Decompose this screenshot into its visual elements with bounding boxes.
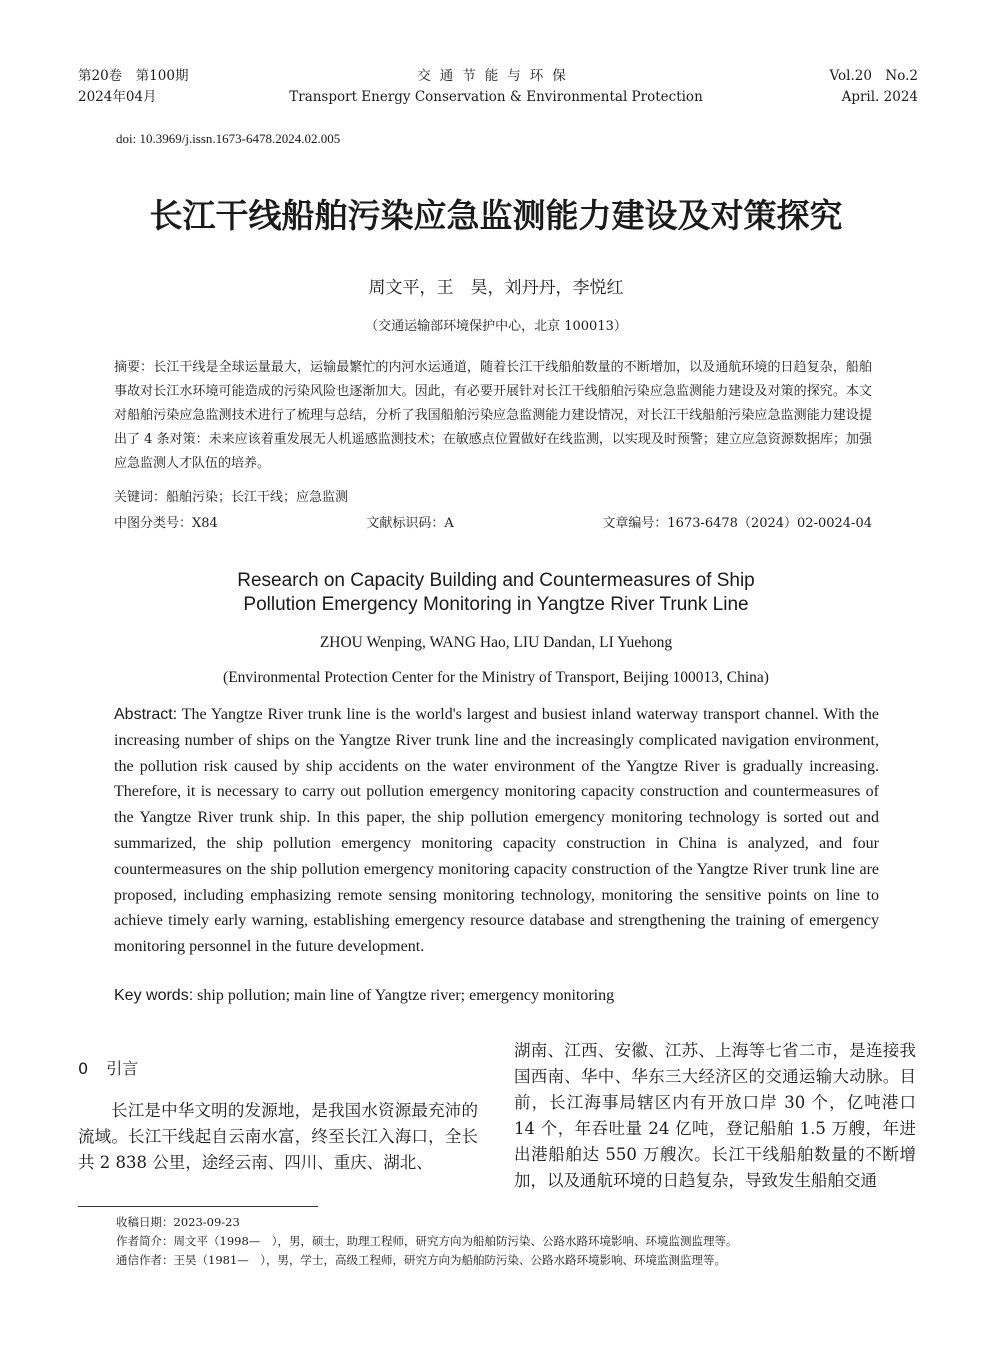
keywords-en-label: Key words: — [114, 987, 194, 1004]
keywords-cn-text: 船舶污染；长江干线；应急监测 — [166, 490, 349, 505]
keywords-cn — [114, 486, 348, 505]
header-month-line: April. 2024 — [841, 89, 918, 105]
authors-en: ZHOU Wenping, WANG Hao, LIU Dandan, LI Yuehong — [319, 634, 673, 651]
abstract-en — [114, 702, 879, 960]
footnote-author-bio: 作者简介：周文平（1998— ），男，硕士，助理工程师，研究方向为船舶防污染、公路水路环境影响、环境监测监理等。 — [116, 1234, 738, 1248]
clc-number: 中图分类号：X84 — [114, 516, 218, 531]
journal-name-cn: 交通节能与环保 — [417, 68, 575, 84]
section-title: 引言 — [106, 1059, 139, 1078]
authors-cn: 周文平，王 昊，刘丹丹，李悦红 — [368, 278, 624, 298]
section-number: 0 — [78, 1059, 89, 1078]
header-vol-no — [829, 66, 918, 108]
abstract-cn-text: 长江干线是全球运量最大，运输最繁忙的内河水运通道，随着长江干线船舶数量的不断增加，以及通航环境的日趋复杂，船舶事故对长江水环境可能造成的污染风险也逐渐加大。因此，有必要开展针对长江干线船舶污染应急监测能力建设及对策的探究。本文对船舶污染应急监测技术进行了梳理与总结，分析了我国船舶污染应急监测能力建设情况，对长江干线船舶污染应急监测能力建设提出了 4 条对策：未来应该着重发展无人机遥感监测技术；在敏感点位置做好在线监测，以实现及时预警；建立应急资源数据库；加强应急监测人才队伍的培养。 — [114, 360, 872, 471]
affiliation-en: (Environmental Protection Center for the Ministry of Transport, Beijing 100013, China) — [223, 669, 769, 686]
header-vol-line: Vol.20 No.2 — [829, 68, 918, 84]
body-column-left — [78, 1056, 478, 1176]
section-heading — [78, 1056, 478, 1082]
abstract-en-text: The Yangtze River trunk line is the world's largest and busiest inland waterway transport channel. With the increasing number of ships on the Yangtze River trunk line and the increasingly complicated navigation environment, the pollution risk caused by ship accidents on the water environment of the Yangtze River is gradually increasing. Therefore, it is necessary to carry out pollution emergency monitoring capacity construction and countermeasures of the Yangtze River trunk ship. In this paper, the ship pollution emergency monitoring technology is sorted out and summarized, the ship pollution emergency monitoring capacity construction in China is analyzed, and four countermeasures on the ship pollution emergency monitoring capacity construction of the Yangtze River trunk line are proposed, including emphasizing remote sensing monitoring technology, monitoring the sensitive points on line to achieve timely early warning, establishing emergency resource database and strengthening the training of emergency monitoring personnel in the future development. — [114, 706, 879, 956]
header-volume-line: 第20卷 第100期 — [78, 68, 189, 84]
affiliation-cn: （交通运输部环境保护中心，北京 100013） — [365, 319, 627, 334]
paper-title-en — [0, 569, 992, 617]
footnote-received: 收稿日期：2023-09-23 — [116, 1215, 240, 1229]
keywords-en-text: ship pollution; main line of Yangtze river; emergency monitoring — [193, 987, 615, 1004]
footnotes — [116, 1213, 738, 1270]
footnote-corresponding: 通信作者：王昊（1981— ），男，学士，高级工程师，研究方向为船舶防污染、公路水路环境影响、环境监测监理等。 — [116, 1253, 727, 1267]
document-code: 文献标识码：A — [366, 516, 454, 531]
abstract-cn — [114, 356, 872, 476]
title-en-line2: Pollution Emergency Monitoring in Yangtze River Trunk Line — [243, 594, 749, 615]
body-column-right — [514, 1038, 916, 1194]
body-paragraph-right: 湖南、江西、安徽、江苏、上海等七省二市，是连接我国西南、华中、华东三大经济区的交通运输大动脉。目前，长江海事局辖区内有开放口岸 30 个，亿吨港口 14 个，年吞吐量 24 亿吨，登记船舶 1.5 万艘，年进出港船舶达 550 万艘次。长江干线船舶数量的不断增加，以及通航环境的日趋复杂，导致发生船舶交通 — [514, 1041, 916, 1190]
abstract-en-label: Abstract: — [114, 706, 178, 723]
keywords-cn-label: 关键词： — [114, 490, 167, 505]
body-paragraph-left: 长江是中华文明的发源地，是我国水资源最充沛的流域。长江干线起自云南水富，终至长江入海口，全长共 2 838 公里，途经云南、四川、重庆、湖北、 — [78, 1101, 478, 1172]
journal-name-en: Transport Energy Conservation & Environmental Protection — [289, 89, 703, 105]
footnote-divider — [78, 1206, 318, 1207]
classification-row — [114, 512, 872, 531]
article-number: 文章编号：1673-6478（2024）02-0024-04 — [602, 516, 872, 531]
doi: doi: 10.3969/j.issn.1673-6478.2024.02.005 — [116, 131, 341, 146]
paper-title-cn: 长江干线船舶污染应急监测能力建设及对策探究 — [149, 196, 843, 235]
abstract-cn-label: 摘要： — [114, 360, 154, 375]
header-date-line: 2024年04月 — [78, 89, 157, 105]
title-en-line1: Research on Capacity Building and Countermeasures of Ship — [237, 570, 755, 591]
keywords-en — [114, 987, 614, 1005]
